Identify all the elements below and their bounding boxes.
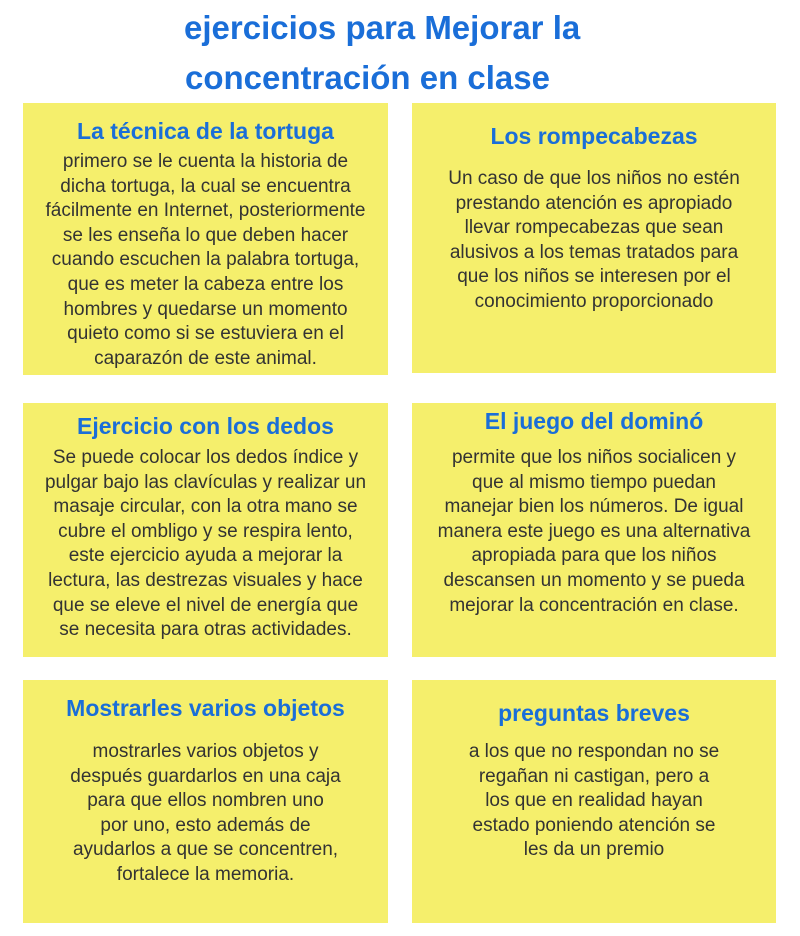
card-body: a los que no respondan no se regañan ni castigan, pero a los que en realidad hayan estado poniendo atención se les da un premio — [468, 741, 720, 861]
card-body: mostrarles varios objetos y después guardarlos en una caja para que ellos nombren uno por uno, esto además de ayudarlos a que se concentren, fortalece la memoria. — [70, 741, 341, 885]
page-title-line-2: concentración en clase — [185, 59, 550, 96]
card-tecnica-tortuga — [23, 103, 388, 375]
card-heading: Ejercicio con los dedos — [77, 413, 334, 439]
card-preguntas-breves — [412, 680, 776, 923]
card-body: primero se le cuenta la historia de dicha tortuga, la cual se encuentra fácilmente en Internet, posteriormente se les enseña lo que deben hacer cuando escuchen la palabra tortuga, que es meter la cabeza entre los hombres y quedarse un momento quieto como si se estuviera en el caparazón de este animal. — [45, 151, 366, 369]
card-juego-domino — [412, 403, 776, 657]
card-heading: La técnica de la tortuga — [77, 118, 334, 144]
card-heading: preguntas breves — [498, 700, 690, 726]
card-body: Se puede colocar los dedos índice y pulgar bajo las clavículas y realizar un masaje circular, con la otra mano se cubre el ombligo y se respira lento, este ejercicio ayuda a mejorar la lectura, las destrezas visuales y hace que se eleve el nivel de energía que se necesita para otras actividades. — [44, 447, 367, 641]
card-ejercicio-dedos — [23, 403, 388, 657]
card-mostrar-objetos — [23, 680, 388, 923]
card-heading: El juego del dominó — [484, 408, 704, 434]
card-rompecabezas — [412, 103, 776, 373]
card-body: Un caso de que los niños no estén prestando atención es apropiado llevar rompecabezas que sean alusivos a los temas tratados para que los niños se interesen por el conocimiento proporcionado — [448, 168, 740, 312]
page-title-line-1: ejercicios para Mejorar la — [184, 9, 581, 46]
card-heading: Mostrarles varios objetos — [66, 695, 345, 721]
card-body: permite que los niños socialicen y que al mismo tiempo puedan manejar bien los números. De igual manera este juego es una alternativa apropiada para que los niños descansen un momento y se pueda mejorar la concentración en clase. — [437, 447, 751, 616]
card-heading: Los rompecabezas — [490, 123, 698, 149]
